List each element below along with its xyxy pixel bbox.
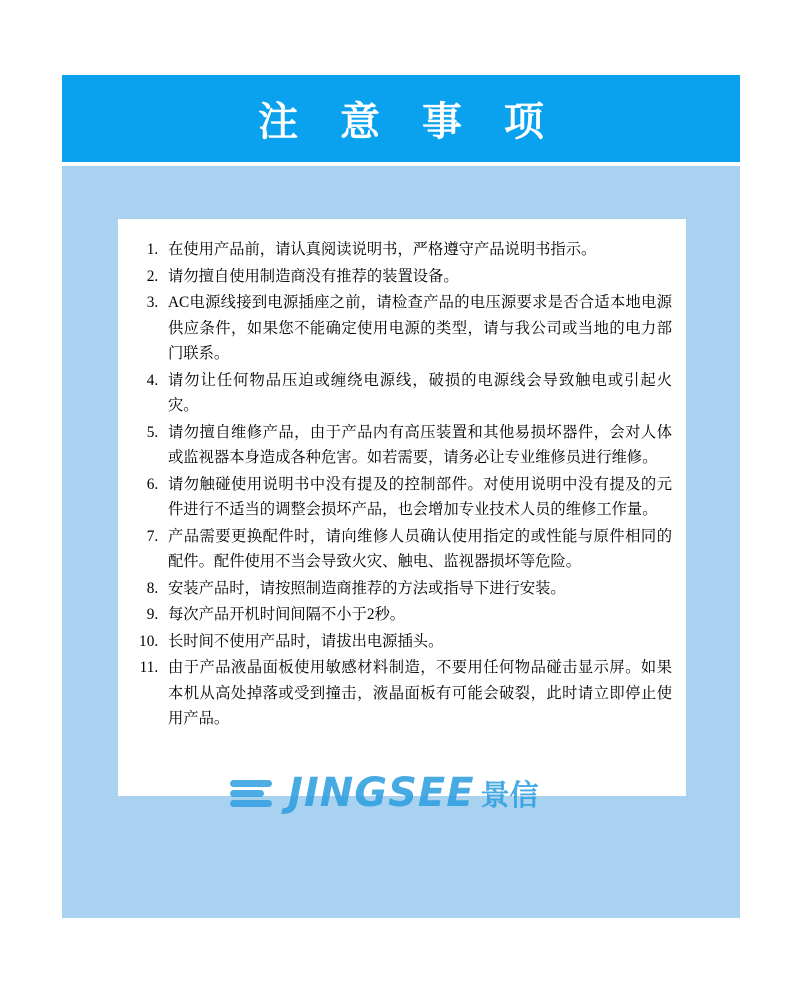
list-item: 6. 请勿触碰使用说明书中没有提及的控制部件。对使用说明中没有提及的元件进行不适当的调整会损坏产品，也会增加专业技术人员的维修工作量。 — [162, 472, 672, 523]
notice-card — [118, 219, 686, 796]
page-title: 注 意 事 项 — [258, 99, 558, 145]
list-item: 1. 在使用产品前，请认真阅读说明书，严格遵守产品说明书指示。 — [162, 237, 672, 263]
header-bar — [62, 75, 740, 162]
list-item: 2. 请勿擅自使用制造商没有推荐的装置设备。 — [162, 264, 672, 290]
list-item: 8. 安装产品时，请按照制造商推荐的方法或指导下进行安装。 — [162, 576, 672, 602]
list-item: 4. 请勿让任何物品压迫或缠绕电源线，破损的电源线会导致触电或引起火灾。 — [162, 368, 672, 419]
watermark-brand-en: JINGSEE — [288, 770, 475, 816]
list-item: 5. 请勿擅自维修产品，由于产品内有高压装置和其他易损坏器件，会对人体或监视器本身造成各种危害。如若需要，请务必让专业维修员进行维修。 — [162, 420, 672, 471]
list-item: 9. 每次产品开机时间间隔不小于2秒。 — [162, 602, 672, 628]
list-item: 7. 产品需要更换配件时，请向维修人员确认使用指定的或性能与原件相同的配件。配件使用不当会导致火灾、触电、监视器损坏等危险。 — [162, 524, 672, 575]
notice-list — [118, 219, 686, 732]
watermark-brand-cn: 景信 — [480, 777, 539, 812]
list-item: 10. 长时间不使用产品时，请拔出电源插头。 — [162, 629, 672, 655]
list-item: 11. 由于产品液晶面板使用敏感材料制造，不要用任何物品碰击显示屏。如果本机从高处掉落或受到撞击，液晶面板有可能会破裂，此时请立即停止使用产品。 — [162, 655, 672, 732]
list-item: 3. AC电源线接到电源插座之前，请检查产品的电压源要求是否合适本地电源供应条件，如果您不能确定使用电源的类型，请与我公司或当地的电力部门联系。 — [162, 290, 672, 367]
